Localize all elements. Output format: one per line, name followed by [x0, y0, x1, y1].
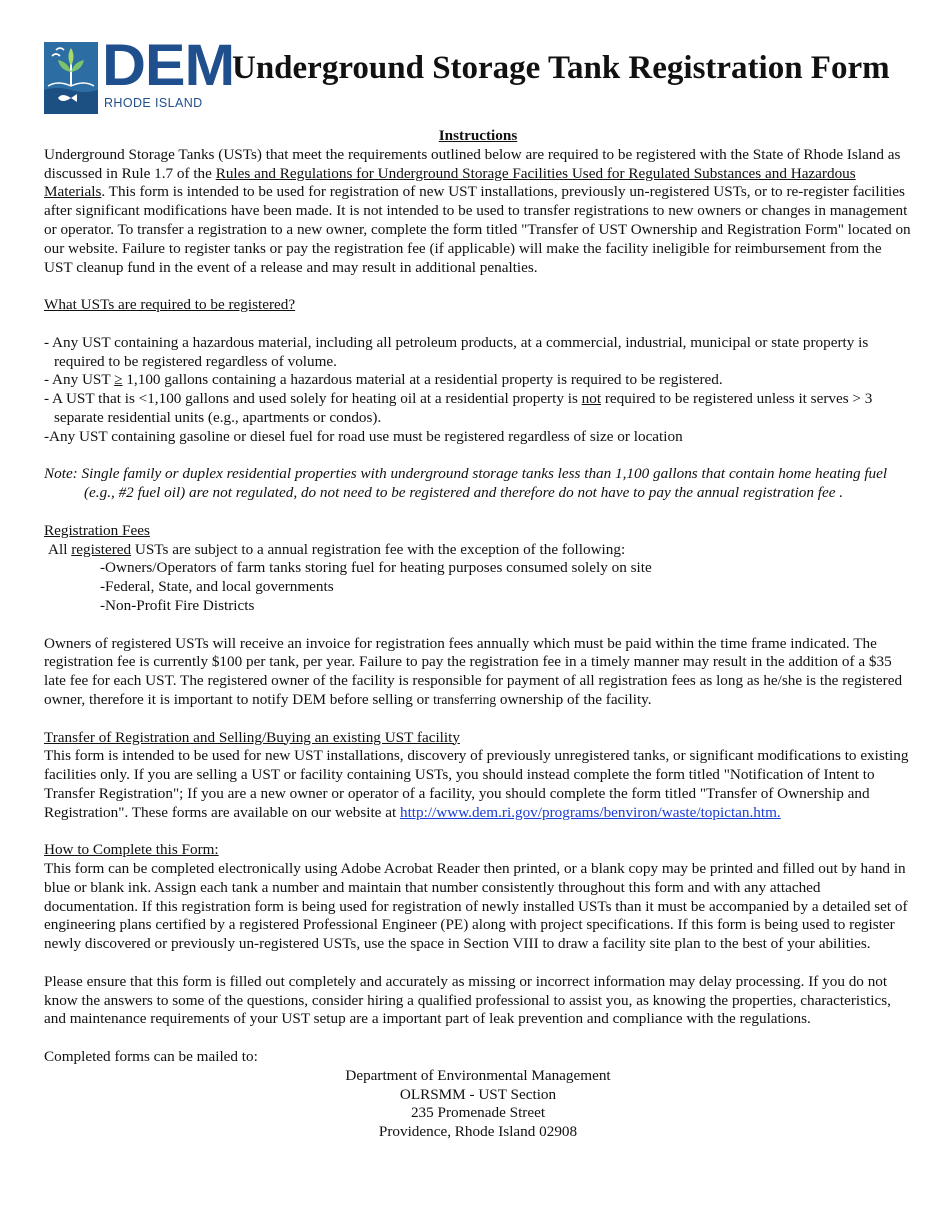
- required-bullet-1: - Any UST containing a hazardous material, including all petroleum products, at a commercial, industrial, municipal or state property is required to be registered regardless of volume.: [44, 333, 869, 370]
- logo-subtext: RHODE ISLAND: [104, 96, 203, 110]
- fee-exception-item: -Owners/Operators of farm tanks storing fuel for heating purposes consumed solely on site: [100, 559, 652, 577]
- howto-paragraph: This form can be completed electronically using Adobe Acrobat Reader then printed, or a blank copy may be printed and filled out by hand in blue or blank ink. Assign each tank a number and maintain that number consistently throughout this form and with any attached documentation. If this registration form is being used for registration of newly installed USTs than it must be accompanied by a detailed set of engineering plans certified by a registered Professional Engineer (PE) along with project specifications. If this form is being used to register newly discovered or previously un-registered USTs, use the space in Section VIII to draw a facility site plan to the best of your abilities.: [44, 860, 908, 953]
- required-bullet-3: [44, 390, 912, 428]
- bullet3-part1: - A UST that is <1,100 gallons and used solely for heating oil at a residential property is: [44, 390, 582, 408]
- dem-logo: [44, 33, 235, 114]
- fees-intro-2: USTs are subject to a annual registration fee with the exception of the following:: [131, 540, 626, 558]
- intro-text-1: Underground Storage Tanks (USTs) that meet the requirements outlined below are required to be registered with the State of Rhode Island as discussed in Rule 1.7 of the: [44, 145, 901, 182]
- gte-symbol: ≥: [114, 371, 123, 389]
- transfer-text: This form is intended to be used for new UST installations, discovery of previously unregistered tanks, or significant modifications to existing facilities only. If you are selling a UST or facility containing USTs, you should instead complete the form titled "Notification of Intent to Transfer Registration"; If you are a new owner or operator of a facility, you should complete the form titled "Transfer of Ownership and Registration". These forms are available on our website at: [44, 747, 909, 821]
- not-emphasis: not: [581, 390, 602, 408]
- page-header: [44, 33, 924, 116]
- dem-emblem-icon: [44, 42, 98, 114]
- fee-exception-item: -Non-Profit Fire Districts: [100, 596, 255, 614]
- bullet2-rest: 1,100 gallons containing a hazardous material at a residential property is required to be registered.: [122, 371, 723, 389]
- invoice-text-2: ownership of the facility.: [496, 690, 652, 708]
- transfer-heading: Transfer of Registration and Selling/Buying an existing UST facility: [44, 728, 460, 746]
- address-line: Providence, Rhode Island 02908: [378, 1123, 578, 1141]
- address-line: 235 Promenade Street: [410, 1104, 546, 1122]
- address-line: Department of Environmental Management: [345, 1066, 611, 1084]
- required-bullet-2: [44, 371, 912, 390]
- address-line: OLRSMM - UST Section: [399, 1085, 557, 1103]
- invoice-text-1: Owners of registered USTs will receive an invoice for registration fees annually which must be paid within the time frame indicated. The registration fee is currently $100 per tank, per year. Failure to pay the registration fee in a timely manner may result in the addition of a $35 late fee for each UST. The registered owner of the facility is responsible for payment of all registration fees as long as he/she is the registered owner, therefore it is important to notify DEM before selling or: [44, 634, 903, 708]
- page-title: Underground Storage Tank Registration Form: [232, 50, 890, 86]
- fees-heading: Registration Fees: [44, 521, 150, 539]
- required-bullet-4: -Any UST containing gasoline or diesel fuel for road use must be registered regardless of size or location: [44, 427, 683, 445]
- required-heading: What USTs are required to be registered?: [44, 296, 296, 314]
- residential-note: Note: Single family or duplex residential properties with underground storage tanks less than 1,100 gallons that contain home heating fuel (e.g., #2 fuel oil) are not regulated, do not need to be registered and therefore do not have to pay the annual registration fee .: [44, 465, 888, 502]
- fees-intro: [44, 541, 912, 560]
- intro-paragraph: [44, 146, 912, 278]
- fee-exception-item: -Federal, State, and local governments: [100, 578, 334, 596]
- website-link[interactable]: http://www.dem.ri.gov/programs/benviron/waste/topictan.htm.: [399, 803, 781, 821]
- ensure-paragraph: Please ensure that this form is filled out completely and accurately as missing or incorrect information may delay processing. If you do not know the answers to some of the questions, consider hiring a qualified professional to assist you, as knowing the properties, characteristics, and maintenance requirements of your UST setup are a important part of leak prevention and compliance with the regulations.: [44, 972, 891, 1028]
- logo-text: DEM: [102, 33, 235, 98]
- document-body: [44, 127, 912, 1142]
- rules-reference: Rules and Regulations for Underground Storage Facilities Used for Regulated Substances and Hazardous Materials: [44, 164, 856, 201]
- mailing-address: [44, 1067, 912, 1142]
- mail-label: Completed forms can be mailed to:: [44, 1048, 258, 1066]
- bullet2-prefix: - Any UST: [44, 371, 115, 389]
- fees-intro-1: All: [48, 540, 72, 558]
- howto-heading: How to Complete this Form:: [44, 841, 219, 859]
- bullet3-part2: required to be registered unless it serves > 3 separate residential units (e.g., apartments or condos).: [54, 390, 873, 426]
- registered-emphasis: registered: [71, 540, 132, 558]
- intro-text-2: . This form is intended to be used for registration of new UST installations, previously un-registered USTs, or to re-register facilities after significant modifications have been made. It is not intended to be used to transfer registrations to new owners or changes in management or operator. To transfer a registration to a new owner, complete the form titled "Transfer of UST Ownership and Registration Form" located on our website. Failure to register tanks or pay the registration fee (if applicable) will make the facility ineligible for reimbursement from the UST cleanup fund in the event of a release and may result in additional penalties.: [44, 183, 911, 276]
- invoice-paragraph: [44, 635, 912, 710]
- instructions-heading: Instructions: [438, 127, 518, 144]
- invoice-transferring: transferring: [433, 691, 497, 707]
- transfer-paragraph: [44, 747, 912, 822]
